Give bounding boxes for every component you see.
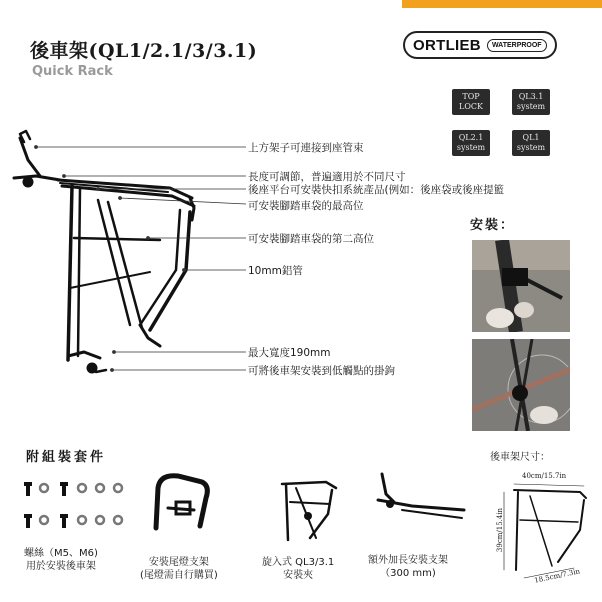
- badge-top-lock: TOP LOCK: [452, 89, 490, 115]
- callout-adjustable: 長度可調節，普遍適用於不同尺寸: [248, 171, 406, 183]
- extension-bracket-image: [372, 470, 468, 526]
- badge-ql31: QL3.1 system: [512, 89, 550, 115]
- dimensions-title: 後車架尺寸：: [490, 452, 550, 463]
- caption-extension-bracket: 額外加長安裝支架 （300 mm): [368, 555, 448, 579]
- accent-bar: [402, 0, 602, 8]
- callout-platform: 後座平台可安裝快扣系統產品(例如：後座袋或後座提籃: [248, 184, 505, 196]
- ortlieb-logo: [403, 31, 557, 59]
- callout-second-position: 可安裝腳踏車袋的第二高位: [248, 233, 374, 245]
- page-title: 後車架(QL1/2.1/3/3.1): [30, 40, 258, 62]
- caption-screws: 螺絲（M5、M6) 用於安裝後車架: [24, 548, 98, 572]
- caption-ql3-mount: 旋入式 QL3/3.1 安裝夾: [262, 557, 335, 581]
- logo-waterproof-badge: WATERPROOF: [487, 39, 547, 52]
- callout-max-width: 最大寬度190mm: [248, 347, 331, 359]
- caption-taillight-bracket: 安裝尾燈支架 (尾燈需自行購買): [140, 557, 218, 581]
- accessory-kit-title: 附組裝套件: [26, 450, 107, 465]
- install-photo-seatpost: [472, 240, 570, 332]
- callout-seatpost: 上方架子可連接到座管束: [248, 142, 364, 154]
- dimension-width: 40cm/15.7in: [522, 472, 567, 480]
- screws-washers-image: [20, 478, 132, 534]
- install-label: 安裝：: [470, 218, 516, 233]
- logo-wordmark: ORTLIEB: [413, 36, 481, 54]
- page-subtitle: Quick Rack: [32, 64, 113, 79]
- badge-ql21: QL2.1 system: [452, 130, 490, 156]
- dimension-depth: 18.5cm/7.3in: [533, 567, 581, 585]
- callout-lines: [0, 0, 260, 390]
- dimension-height: 39cm/15.4in: [496, 507, 505, 553]
- badge-ql1: QL1 system: [512, 130, 550, 156]
- taillight-bracket-image: [148, 468, 218, 538]
- install-photo-lower-mount: [472, 339, 570, 431]
- callout-highest-position: 可安裝腳踏車袋的最高位: [248, 200, 364, 212]
- callout-tube: 10mm鋁管: [248, 265, 303, 277]
- callout-low-mount: 可將後車架安裝到低觸點的掛鉤: [248, 365, 395, 377]
- ql3-mount-clamp-image: [276, 468, 342, 548]
